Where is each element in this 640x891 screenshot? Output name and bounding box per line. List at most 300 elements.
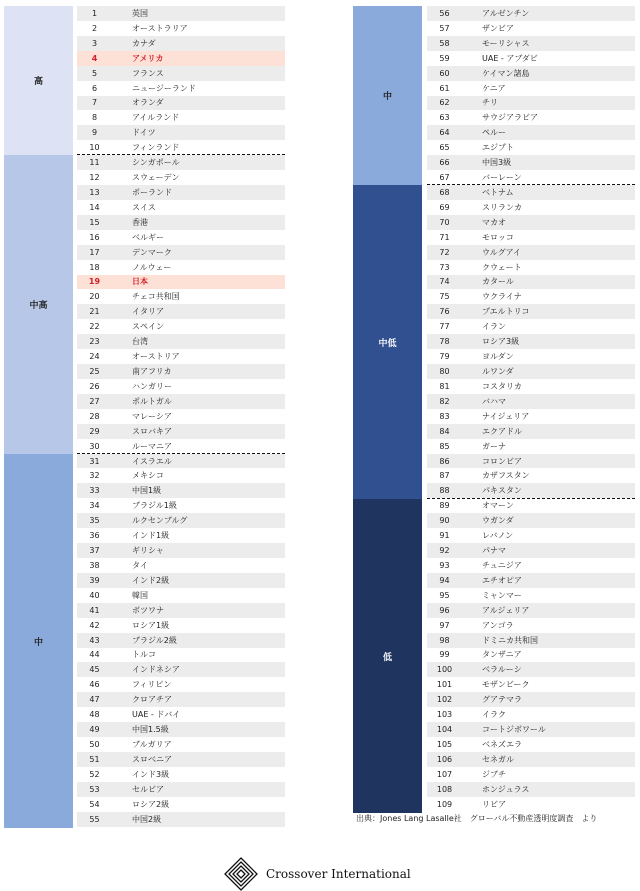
country-name: ロシア2級 bbox=[132, 799, 170, 809]
table-row bbox=[427, 633, 635, 648]
country-name: モーリシャス bbox=[482, 38, 530, 48]
table-row bbox=[77, 498, 285, 513]
country-name: ルワンダ bbox=[482, 367, 514, 377]
rank-number: 42 bbox=[89, 620, 100, 630]
rank-number: 49 bbox=[89, 725, 100, 735]
country-name: スイス bbox=[132, 202, 156, 212]
rank-number: 38 bbox=[89, 560, 100, 570]
country-name: ニュージーランド bbox=[132, 83, 196, 93]
table-row bbox=[77, 409, 285, 424]
table-row bbox=[427, 692, 635, 707]
table-row bbox=[427, 454, 635, 469]
rank-number: 14 bbox=[89, 202, 100, 212]
tier-divider bbox=[427, 498, 635, 499]
table-row bbox=[427, 752, 635, 767]
rank-number: 72 bbox=[439, 247, 450, 257]
rank-number: 91 bbox=[439, 531, 450, 541]
country-name: 中国1.5級 bbox=[132, 725, 169, 735]
table-row bbox=[427, 96, 635, 111]
country-name: ケイマン諸島 bbox=[482, 68, 530, 78]
rank-number: 97 bbox=[439, 620, 450, 630]
country-name: ベトナム bbox=[482, 187, 514, 197]
country-name: エクアドル bbox=[482, 426, 522, 436]
country-name: コロンビア bbox=[482, 456, 522, 466]
country-name: UAE - アブダビ bbox=[482, 53, 538, 63]
rank-number: 30 bbox=[89, 441, 100, 451]
table-row bbox=[427, 424, 635, 439]
tier-divider bbox=[77, 154, 285, 155]
rank-number: 106 bbox=[436, 754, 453, 764]
table-row bbox=[77, 573, 285, 588]
country-name: ロシア1級 bbox=[132, 620, 170, 630]
table-row bbox=[77, 588, 285, 603]
table-row bbox=[427, 349, 635, 364]
table-row bbox=[77, 6, 285, 21]
country-name: ナイジェリア bbox=[482, 411, 530, 421]
table-row bbox=[427, 662, 635, 677]
rank-number: 25 bbox=[89, 367, 100, 377]
rank-number: 24 bbox=[89, 352, 100, 362]
table-row bbox=[427, 6, 635, 21]
tier-bar-middle-cont bbox=[353, 6, 422, 185]
rank-number: 78 bbox=[439, 337, 450, 347]
country-name: 中国3級 bbox=[482, 158, 512, 168]
rank-number: 6 bbox=[91, 83, 98, 93]
table-row bbox=[427, 275, 635, 290]
table-row bbox=[77, 782, 285, 797]
country-name: エジプト bbox=[482, 143, 514, 153]
table-row bbox=[427, 51, 635, 66]
rank-number: 27 bbox=[89, 396, 100, 406]
table-row bbox=[77, 528, 285, 543]
table-row bbox=[77, 66, 285, 81]
country-name: イタリア bbox=[132, 307, 164, 317]
country-name: ポーランド bbox=[132, 187, 172, 197]
country-name: リビア bbox=[482, 799, 506, 809]
rank-number: 47 bbox=[89, 695, 100, 705]
rank-number: 37 bbox=[89, 546, 100, 556]
country-name: ヨルダン bbox=[482, 352, 514, 362]
rank-number: 83 bbox=[439, 411, 450, 421]
country-name: オーストリア bbox=[132, 352, 180, 362]
logo-mark-icon bbox=[224, 857, 258, 891]
tier-bar-lower-middle bbox=[353, 185, 422, 499]
tier-bar-middle bbox=[4, 454, 73, 828]
country-name: ルーマニア bbox=[132, 441, 172, 451]
country-name: ホンジュラス bbox=[482, 784, 530, 794]
table-row bbox=[77, 454, 285, 469]
table-row bbox=[427, 707, 635, 722]
table-row bbox=[427, 66, 635, 81]
country-name: エチオピア bbox=[482, 575, 522, 585]
table-row bbox=[77, 260, 285, 275]
rank-number: 52 bbox=[89, 769, 100, 779]
rank-number: 43 bbox=[89, 635, 100, 645]
table-row bbox=[427, 379, 635, 394]
table-row bbox=[77, 215, 285, 230]
rank-number: 77 bbox=[439, 322, 450, 332]
table-row bbox=[427, 558, 635, 573]
table-row bbox=[427, 737, 635, 752]
rank-number: 35 bbox=[89, 516, 100, 526]
country-name: コスタリカ bbox=[482, 381, 522, 391]
country-name: 中国1級 bbox=[132, 486, 162, 496]
table-row bbox=[77, 483, 285, 498]
rank-number: 29 bbox=[89, 426, 100, 436]
country-name: 韓国 bbox=[132, 590, 148, 600]
rank-number: 18 bbox=[89, 262, 100, 272]
table-row bbox=[77, 677, 285, 692]
table-row bbox=[77, 155, 285, 170]
table-row bbox=[427, 722, 635, 737]
table-row bbox=[77, 394, 285, 409]
rank-number: 92 bbox=[439, 546, 450, 556]
table-row bbox=[77, 752, 285, 767]
rank-number: 98 bbox=[439, 635, 450, 645]
rank-number: 105 bbox=[436, 740, 453, 750]
table-row bbox=[77, 170, 285, 185]
table-row bbox=[427, 483, 635, 498]
country-name: チュニジア bbox=[482, 560, 522, 570]
rank-number: 87 bbox=[439, 471, 450, 481]
rank-number: 15 bbox=[89, 217, 100, 227]
table-row bbox=[77, 51, 285, 66]
country-name: ノルウェー bbox=[132, 262, 172, 272]
tier-bar-upper-middle bbox=[4, 155, 73, 454]
rank-number: 94 bbox=[439, 575, 450, 585]
country-name: カタール bbox=[482, 277, 514, 287]
country-name: マカオ bbox=[482, 217, 506, 227]
country-name: ドミニカ共和国 bbox=[482, 635, 538, 645]
country-name: ペルー bbox=[482, 128, 506, 138]
rank-number: 85 bbox=[439, 441, 450, 451]
country-name: バーレーン bbox=[482, 173, 522, 183]
country-name: フィンランド bbox=[132, 143, 180, 153]
table-row bbox=[427, 215, 635, 230]
country-name: シンガポール bbox=[132, 158, 180, 168]
rank-number: 100 bbox=[436, 665, 453, 675]
tier-label: 低 bbox=[382, 652, 392, 663]
rank-number: 9 bbox=[91, 128, 98, 138]
country-name: ベルギー bbox=[132, 232, 164, 242]
rank-number: 40 bbox=[89, 590, 100, 600]
table-row bbox=[427, 677, 635, 692]
country-name: バハマ bbox=[482, 396, 506, 406]
table-row bbox=[77, 543, 285, 558]
country-name: トルコ bbox=[132, 650, 156, 660]
rank-number: 68 bbox=[439, 187, 450, 197]
table-row bbox=[77, 125, 285, 140]
rank-number: 48 bbox=[89, 710, 100, 720]
rank-number: 66 bbox=[439, 158, 450, 168]
rank-number: 84 bbox=[439, 426, 450, 436]
rank-number: 7 bbox=[91, 98, 98, 108]
rank-number: 89 bbox=[439, 501, 450, 511]
table-row bbox=[427, 36, 635, 51]
table-row bbox=[77, 424, 285, 439]
country-name: ポルトガル bbox=[132, 396, 172, 406]
table-row bbox=[77, 469, 285, 484]
rank-number: 12 bbox=[89, 173, 100, 183]
country-name: インド1級 bbox=[132, 531, 170, 541]
country-name: モザンビーク bbox=[482, 680, 530, 690]
table-row bbox=[427, 245, 635, 260]
country-name: 中国2級 bbox=[132, 814, 162, 824]
rank-number: 20 bbox=[89, 292, 100, 302]
tier-bar-low bbox=[353, 499, 422, 813]
table-row bbox=[427, 289, 635, 304]
rank-number: 57 bbox=[439, 23, 450, 33]
country-name: カザフスタン bbox=[482, 471, 530, 481]
table-row bbox=[427, 543, 635, 558]
country-name: クロアチア bbox=[132, 695, 172, 705]
country-name: サウジアラビア bbox=[482, 113, 538, 123]
country-name: 南アフリカ bbox=[132, 367, 172, 377]
table-row bbox=[77, 603, 285, 618]
table-row bbox=[77, 379, 285, 394]
country-name: ミャンマー bbox=[482, 590, 522, 600]
table-row bbox=[427, 439, 635, 454]
country-name: セネガル bbox=[482, 754, 514, 764]
country-name: ケニア bbox=[482, 83, 506, 93]
rank-number: 63 bbox=[439, 113, 450, 123]
country-name: ブラジル2級 bbox=[132, 635, 177, 645]
country-name: ボツワナ bbox=[132, 605, 164, 615]
rank-number: 23 bbox=[89, 337, 100, 347]
table-row bbox=[427, 782, 635, 797]
rank-number: 93 bbox=[439, 560, 450, 570]
country-name: ルクセンブルグ bbox=[132, 516, 188, 526]
table-row bbox=[77, 737, 285, 752]
rank-number: 50 bbox=[89, 740, 100, 750]
country-name: ジブチ bbox=[482, 769, 506, 779]
table-row bbox=[77, 767, 285, 782]
country-name: アルゼンチン bbox=[482, 8, 530, 18]
country-name: チリ bbox=[482, 98, 498, 108]
country-name: ガーナ bbox=[482, 441, 506, 451]
table-row bbox=[77, 513, 285, 528]
rank-number: 33 bbox=[89, 486, 100, 496]
brand-name: Crossover International bbox=[266, 867, 411, 881]
country-name: ウルグアイ bbox=[482, 247, 521, 257]
rank-number: 95 bbox=[439, 590, 450, 600]
country-name: ブラジル1級 bbox=[132, 501, 177, 511]
rank-number: 41 bbox=[89, 605, 100, 615]
country-name: イスラエル bbox=[132, 456, 172, 466]
country-name: ブルガリア bbox=[132, 740, 172, 750]
rank-number: 44 bbox=[89, 650, 100, 660]
country-name: マレーシア bbox=[132, 411, 172, 421]
table-row bbox=[77, 319, 285, 334]
table-row bbox=[77, 36, 285, 51]
table-row bbox=[77, 692, 285, 707]
country-name: ベネズエラ bbox=[482, 740, 522, 750]
country-name: ウガンダ bbox=[482, 516, 514, 526]
table-row bbox=[427, 170, 635, 185]
country-name: チェコ共和国 bbox=[132, 292, 180, 302]
rank-number: 103 bbox=[436, 710, 453, 720]
rank-number: 59 bbox=[439, 53, 450, 63]
country-name: カナダ bbox=[132, 38, 156, 48]
country-name: ギリシャ bbox=[132, 546, 164, 556]
rank-number: 58 bbox=[439, 38, 450, 48]
country-name: デンマーク bbox=[132, 247, 172, 257]
table-row bbox=[77, 707, 285, 722]
table-row bbox=[427, 573, 635, 588]
rank-number: 22 bbox=[89, 322, 100, 332]
rank-number: 61 bbox=[439, 83, 450, 93]
rank-number: 1 bbox=[91, 8, 98, 18]
rank-number: 5 bbox=[91, 68, 98, 78]
country-name: オランダ bbox=[132, 98, 164, 108]
country-name: スペイン bbox=[132, 322, 164, 332]
table-row bbox=[427, 230, 635, 245]
table-row bbox=[427, 260, 635, 275]
table-row bbox=[427, 81, 635, 96]
rank-number: 21 bbox=[89, 307, 100, 317]
rank-number: 75 bbox=[439, 292, 450, 302]
table-row bbox=[427, 319, 635, 334]
country-name: 台湾 bbox=[132, 337, 148, 347]
table-row bbox=[427, 185, 635, 200]
rank-number: 11 bbox=[89, 158, 100, 168]
rank-number: 4 bbox=[91, 53, 98, 63]
table-row bbox=[77, 140, 285, 155]
rank-number: 70 bbox=[439, 217, 450, 227]
tier-divider bbox=[77, 453, 285, 454]
country-name: モロッコ bbox=[482, 232, 514, 242]
country-name: オーストラリア bbox=[132, 23, 188, 33]
rank-number: 86 bbox=[439, 456, 450, 466]
country-name: スロバキア bbox=[132, 426, 172, 436]
rank-number: 104 bbox=[436, 725, 453, 735]
table-row bbox=[77, 648, 285, 663]
table-row bbox=[427, 200, 635, 215]
tier-bar-high bbox=[4, 6, 73, 155]
rank-number: 74 bbox=[439, 277, 450, 287]
rank-number: 46 bbox=[89, 680, 100, 690]
tier-divider bbox=[427, 184, 635, 185]
table-row bbox=[77, 797, 285, 812]
country-name: ザンビア bbox=[482, 23, 514, 33]
country-name: インド2級 bbox=[132, 575, 170, 585]
rank-number: 36 bbox=[89, 531, 100, 541]
rank-number: 109 bbox=[436, 799, 453, 809]
country-name: 日本 bbox=[132, 277, 148, 287]
table-row bbox=[427, 155, 635, 170]
country-name: グアテマラ bbox=[482, 695, 522, 705]
rank-number: 67 bbox=[439, 173, 450, 183]
table-row bbox=[77, 349, 285, 364]
brand-logo bbox=[224, 857, 411, 891]
rank-number: 64 bbox=[439, 128, 450, 138]
country-name: タイ bbox=[132, 560, 148, 570]
country-name: アメリカ bbox=[132, 53, 164, 63]
country-name: イラン bbox=[482, 322, 506, 332]
table-row bbox=[77, 21, 285, 36]
rank-number: 76 bbox=[439, 307, 450, 317]
rank-number: 80 bbox=[439, 367, 450, 377]
rank-number: 90 bbox=[439, 516, 450, 526]
country-name: フランス bbox=[132, 68, 164, 78]
table-row bbox=[77, 812, 285, 827]
country-name: 英国 bbox=[132, 8, 148, 18]
country-name: メキシコ bbox=[132, 471, 164, 481]
rank-number: 96 bbox=[439, 605, 450, 615]
table-row bbox=[427, 513, 635, 528]
country-name: スロベニア bbox=[132, 754, 172, 764]
table-row bbox=[77, 334, 285, 349]
tier-label: 中 bbox=[33, 637, 43, 648]
rank-number: 88 bbox=[439, 486, 450, 496]
rank-number: 79 bbox=[439, 352, 450, 362]
country-name: クウェート bbox=[482, 262, 522, 272]
rank-number: 99 bbox=[439, 650, 450, 660]
rank-number: 55 bbox=[89, 814, 100, 824]
rank-number: 3 bbox=[91, 38, 98, 48]
table-row bbox=[427, 603, 635, 618]
table-row bbox=[77, 110, 285, 125]
rank-number: 53 bbox=[89, 784, 100, 794]
table-row bbox=[427, 409, 635, 424]
rank-number: 69 bbox=[439, 202, 450, 212]
country-name: オマーン bbox=[482, 501, 514, 511]
country-name: ベラルーシ bbox=[482, 665, 522, 675]
rank-number: 26 bbox=[89, 381, 100, 391]
table-row bbox=[77, 185, 285, 200]
country-name: インド3級 bbox=[132, 769, 170, 779]
rank-number: 16 bbox=[89, 232, 100, 242]
rank-number: 31 bbox=[89, 456, 100, 466]
rank-number: 71 bbox=[439, 232, 450, 242]
table-row bbox=[427, 21, 635, 36]
rank-number: 102 bbox=[436, 695, 453, 705]
table-row bbox=[77, 662, 285, 677]
country-name: パキスタン bbox=[482, 486, 522, 496]
table-row bbox=[77, 81, 285, 96]
rank-number: 32 bbox=[89, 471, 100, 481]
rank-number: 17 bbox=[89, 247, 100, 257]
table-row bbox=[427, 797, 635, 812]
rank-number: 2 bbox=[91, 23, 98, 33]
tier-label: 中低 bbox=[378, 338, 397, 349]
rank-number: 28 bbox=[89, 411, 100, 421]
country-name: アルジェリア bbox=[482, 605, 530, 615]
rank-number: 34 bbox=[89, 501, 100, 511]
country-name: アイルランド bbox=[132, 113, 180, 123]
country-name: インドネシア bbox=[132, 665, 180, 675]
tier-label: 中 bbox=[382, 92, 392, 102]
table-row bbox=[77, 275, 285, 290]
country-name: パナマ bbox=[482, 546, 506, 556]
rank-number: 82 bbox=[439, 396, 450, 406]
rank-number: 39 bbox=[89, 575, 100, 585]
rank-number: 108 bbox=[436, 784, 453, 794]
table-row bbox=[427, 498, 635, 513]
table-row bbox=[427, 528, 635, 543]
tier-label: 高 bbox=[33, 77, 43, 87]
country-name: スリランカ bbox=[482, 202, 522, 212]
rank-number: 56 bbox=[439, 8, 450, 18]
table-row bbox=[427, 334, 635, 349]
country-name: 香港 bbox=[132, 217, 148, 227]
rank-number: 51 bbox=[89, 754, 100, 764]
country-name: アンゴラ bbox=[482, 620, 514, 630]
table-row bbox=[427, 125, 635, 140]
country-name: タンザニア bbox=[482, 650, 522, 660]
country-name: フィリピン bbox=[132, 680, 172, 690]
table-row bbox=[77, 230, 285, 245]
